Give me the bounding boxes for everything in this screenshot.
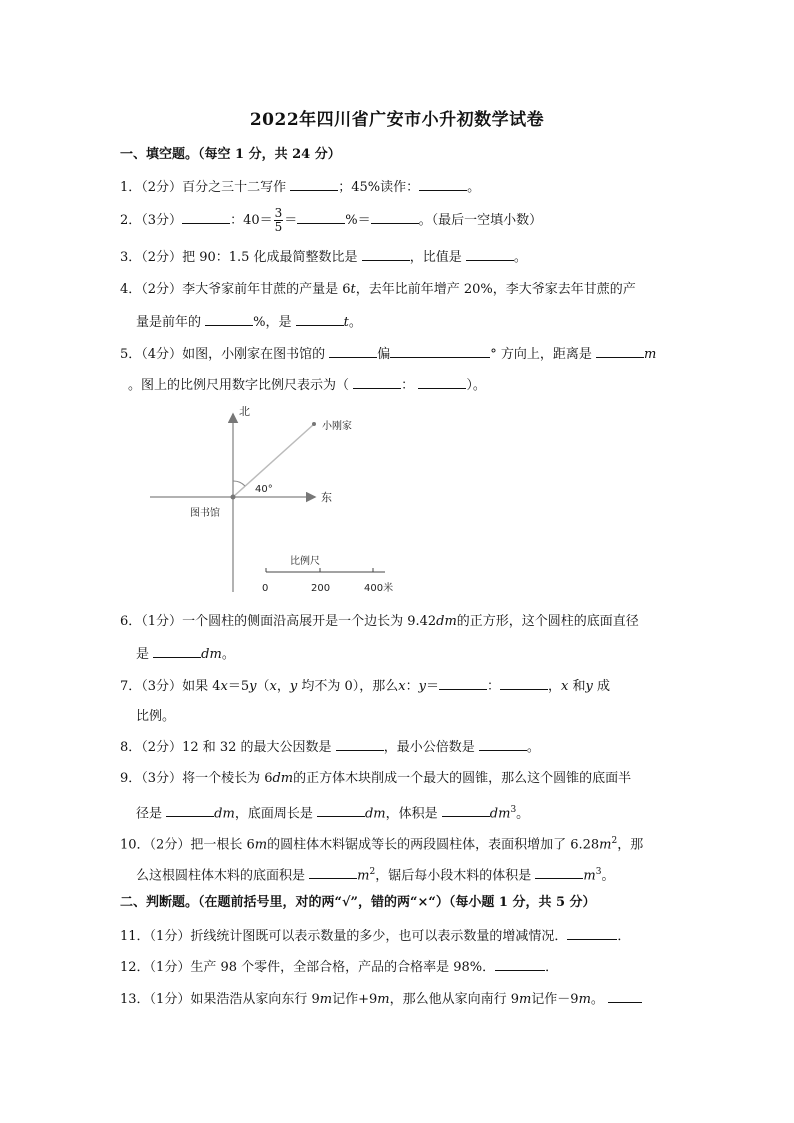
answer-blank[interactable]	[439, 677, 487, 690]
answer-blank[interactable]	[495, 958, 545, 971]
answer-blank[interactable]	[608, 990, 642, 1003]
answer-blank[interactable]	[500, 677, 548, 690]
answer-blank[interactable]	[182, 211, 230, 224]
scale-tick-200: 200	[311, 583, 331, 594]
question-7: 7．（3分）如果 4x＝5y（x，y 均不为 0），那么x：y＝ ： ，x 和y 成	[120, 679, 610, 694]
question-8: 8．（2分）12 和 32 的最大公因数是 ，最小公倍数是 。	[120, 740, 540, 755]
question-9: 9．（3分）将一个棱长为 6dm的正方体木块削成一个最大的圆锥，那么这个圆锥的底面半	[120, 771, 632, 786]
answer-blank[interactable]	[297, 211, 345, 224]
angle-label: 40°	[255, 484, 273, 495]
question-5-cont: 。图上的比例尺用数字比例尺表示为（ ： ）。	[128, 378, 486, 393]
answer-blank[interactable]	[466, 248, 514, 261]
answer-blank[interactable]	[317, 804, 365, 817]
answer-blank[interactable]	[567, 927, 617, 940]
home-label: 小刚家	[322, 421, 352, 432]
home-point	[312, 422, 316, 426]
question-11: 11．（1分）折线统计图既可以表示数量的多少，也可以表示数量的增减情况． ．	[120, 929, 631, 944]
answer-blank[interactable]	[153, 645, 201, 658]
section-2-heading: 二、判断题。（在题前括号里，对的两“√”，错的两“×“）（每小题 1 分，共 5 分）	[120, 895, 596, 910]
scale-title: 比例尺	[290, 556, 320, 567]
answer-blank[interactable]	[479, 738, 527, 751]
scale-tick-0: 0	[262, 583, 269, 594]
answer-blank[interactable]	[290, 178, 338, 191]
north-label: 北	[239, 405, 250, 418]
east-label: 东	[321, 491, 332, 504]
question-9-cont: 径是 dm，底面周长是 dm，体积是 $dm^3$。	[136, 805, 530, 822]
question-7-cont: 比例。	[136, 709, 176, 724]
answer-blank[interactable]	[329, 345, 377, 358]
question-5: 5．（4分）如图，小刚家在图书馆的 偏 ° 方向上，距离是 m	[120, 347, 657, 362]
answer-blank[interactable]	[535, 866, 583, 879]
answer-blank[interactable]	[166, 804, 214, 817]
question-4-cont: 量是前年的 %，是 t。	[136, 315, 362, 330]
answer-blank[interactable]	[419, 178, 467, 191]
answer-blank[interactable]	[309, 866, 357, 879]
angle-arc	[233, 481, 245, 486]
answer-blank[interactable]	[205, 313, 253, 326]
question-3: 3．（2分）把 90：1.5 化成最简整数比是 ，比值是 。	[120, 250, 527, 265]
section-1-heading: 一、填空题。（每空 1 分，共 24 分）	[120, 147, 341, 162]
answer-blank[interactable]	[336, 738, 384, 751]
answer-blank[interactable]	[390, 345, 490, 358]
answer-blank[interactable]	[362, 248, 410, 261]
scale-tick-400: 400米	[364, 583, 394, 594]
library-label: 图书馆	[190, 508, 220, 519]
direction-line	[233, 425, 313, 497]
answer-blank[interactable]	[418, 376, 466, 389]
question-6-cont: 是 dm。	[136, 647, 235, 662]
answer-blank[interactable]	[442, 804, 490, 817]
question-12: 12．（1分）生产 98 个零件，全部合格，产品的合格率是 98%． ．	[120, 960, 559, 975]
question-10: 10．（2分）把一根长 6m的圆柱体木料锯成等长的两段圆柱体，表面积增加了 $6.28m^2$，那	[120, 836, 644, 853]
page-title: 2022年四川省广安市小升初数学试卷	[249, 110, 545, 130]
fraction: $\frac{3}{5}$	[274, 206, 283, 234]
question-1: 1．（2分）百分之三十二写作 ；45%读作： 。	[120, 180, 481, 195]
question-13: 13．（1分）如果浩浩从家向东行 9m记作+9m，那么他从家向南行 9m记作－9m。	[120, 990, 680, 1009]
question-4: 4．（2分）李大爷家前年甘蔗的产量是 6t，去年比前年增产 20%，李大爷家去年甘蔗的产	[120, 282, 636, 297]
library-point	[231, 495, 236, 500]
answer-blank[interactable]	[596, 345, 644, 358]
question-2: 2．（3分） ：40＝ $\frac{3}{5}$ ＝ %＝ 。（最后一空填小数）	[120, 206, 543, 234]
answer-blank[interactable]	[353, 376, 401, 389]
compass-figure	[145, 402, 405, 602]
answer-blank[interactable]	[371, 211, 419, 224]
question-10-cont: 么这根圆柱体木料的底面积是 $m^2$，锯后每小段木料的体积是 $m^3$。	[136, 867, 615, 884]
answer-blank[interactable]	[296, 313, 344, 326]
question-6: 6．（1分）一个圆柱的侧面沿高展开是一个边长为 9.42dm的正方形，这个圆柱的底面直径	[120, 614, 639, 629]
